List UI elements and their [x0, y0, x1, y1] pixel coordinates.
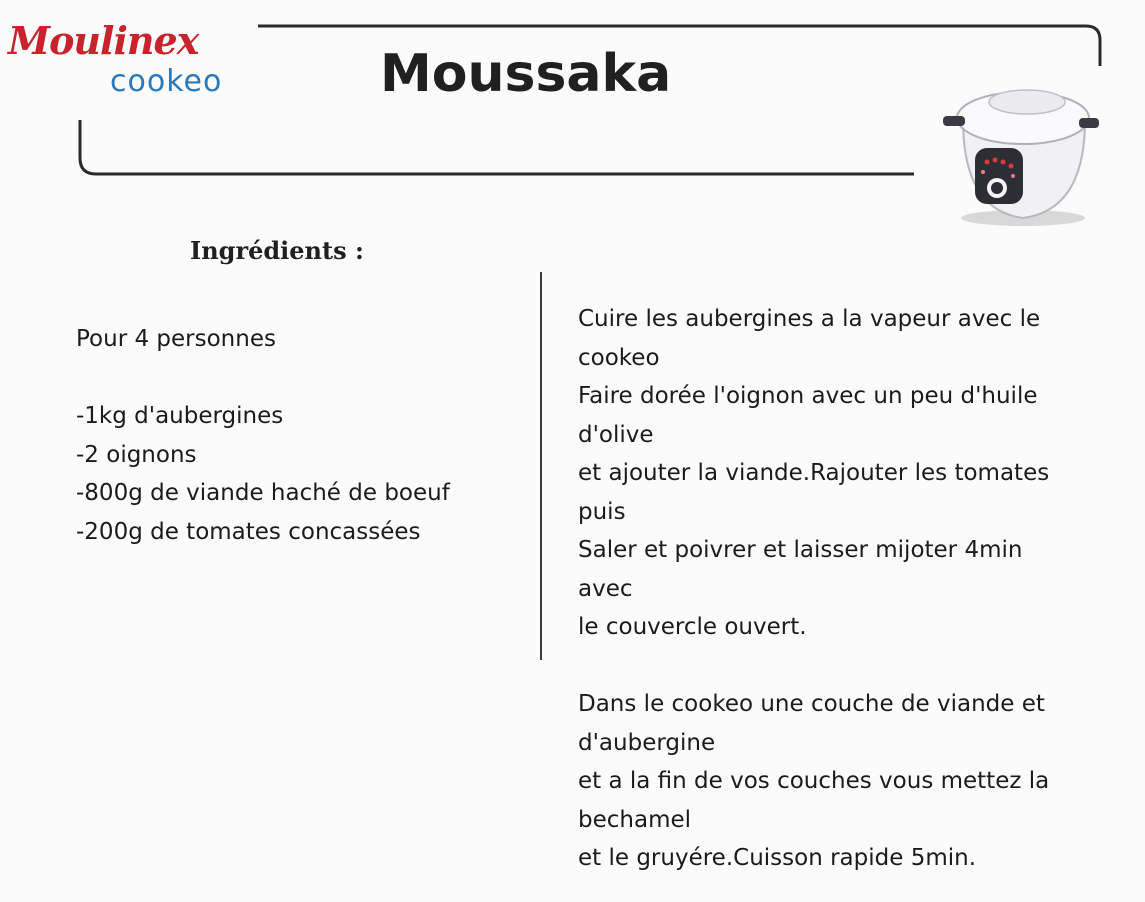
instruction-line: avec [578, 575, 633, 602]
instruction-line: Faire dorée l'oignon avec un peu d'huile [578, 383, 1038, 409]
instruction-line: Saler et poivrer et laisser mijoter 4min [578, 537, 1023, 563]
instruction-line: et a la fin de vos couches vous mettez la [578, 768, 1050, 794]
servings-text: Pour 4 personnes [76, 326, 276, 352]
cookeo-logo: cookeo [110, 64, 223, 99]
instruction-line: et ajouter la viande.Rajouter les tomates [578, 460, 1050, 486]
column-divider [540, 272, 542, 660]
ingredient-item: -2 oignons [76, 441, 197, 468]
moulinex-logo: Moulinex [8, 18, 199, 63]
instruction-line: d'aubergine [578, 729, 716, 756]
recipe-title: Moussaka [380, 44, 672, 104]
instruction-line: Dans le cookeo une couche de viande et [578, 691, 1045, 717]
ingredients-heading: Ingrédients : [190, 236, 364, 265]
ingredient-item: -200g de tomates concassées [76, 518, 421, 545]
cookeo-appliance-image [935, 80, 1105, 230]
instruction-line: et le gruyére.Cuisson rapide 5min. [578, 845, 977, 871]
instructions-column [578, 300, 1138, 878]
instruction-line: cookeo [578, 344, 660, 371]
instruction-line: le couvercle ouvert. [578, 614, 807, 640]
ingredients-list [76, 397, 526, 551]
instruction-line: bechamel [578, 806, 692, 833]
instruction-line: puis [578, 498, 626, 525]
ingredient-item: -1kg d'aubergines [76, 403, 284, 429]
ingredient-item: -800g de viande haché de boeuf [76, 480, 450, 506]
instruction-line: d'olive [578, 421, 654, 448]
instruction-line: Cuire les aubergines a la vapeur avec le [578, 306, 1041, 332]
ingredients-column [76, 320, 526, 551]
